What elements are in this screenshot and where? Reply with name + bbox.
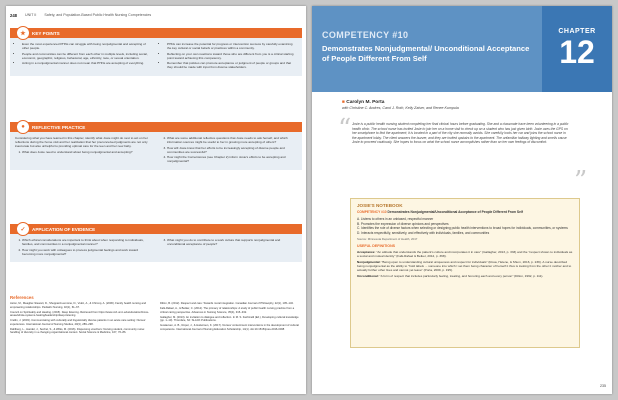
contributors: with Christine C. Andres, Carol J. Roth, Kelly Zaiser, and Renee Kumpula xyxy=(342,106,459,110)
definition-item xyxy=(357,274,573,278)
reflective-col1 xyxy=(15,150,152,154)
author-bullet-icon: ■ xyxy=(342,100,345,105)
definition-text: "Being open to understanding cultural uniqueness and respect for individuals" (Rosa, Helene, & Shum, 2016, p. 239). A nurse described being nonjudgmental as the ability to "hold labels ... someone into which I set them being character of herself it thus is looking from the other it mother and to actually further other lives and cannot yet leave" (Porta, 2009, p. 195). xyxy=(357,259,572,273)
reflective-practice-heading: REFLECTIVE PRACTICE xyxy=(32,124,86,130)
notebook-item: C. Identifies the role of diverse factors when selecting or designing public health interventions to broad hopes for individuals, communities, or systems xyxy=(357,226,568,231)
reflective-practice-box xyxy=(10,132,302,170)
key-icon: ★ xyxy=(16,26,30,40)
application-heading: APPLICATION OF EVIDENCE xyxy=(32,226,96,232)
list-item: • Acting in a nonjudgmental manner does not mean that PHNs are accepting of everything. xyxy=(22,61,152,65)
list-item: 4. How might the Cornerstones (see Chapter 2) inform Josie's efforts to be accepting and nonjudgmental? xyxy=(167,155,297,163)
close-quote-icon: ” xyxy=(574,166,588,196)
key-points-bar xyxy=(10,28,302,38)
list-item: 1. What does Josie need to understand about being nonjudgmental and accepting? xyxy=(22,150,152,154)
definition-item xyxy=(357,260,573,272)
list-item: 3. How will Josie know that her efforts to be increasingly accepting of diverse people and communities are successful? xyxy=(167,146,297,154)
chapter-block xyxy=(542,6,612,92)
author-name: Carolyn M. Porta xyxy=(346,100,385,105)
definition-term: Unconditional: xyxy=(357,274,379,279)
application-box xyxy=(10,234,302,262)
reference-item: Gallagher, M. (2013). An invitation to dialogue and reflection. In M. S. Fachinelli (Ed.), Developing cultural knowledge (pp. 1–10). Thorofare, NJ: SLACK Publications. xyxy=(160,315,299,323)
reference-item: Dillon, B. (2012). Respect and care: Towards moral integration. Canadian Journal of Philosophy, 22(1), 105–132. xyxy=(160,302,294,306)
notebook-item: B. Promotes the expression of diverse opinions and perspectives xyxy=(357,221,449,226)
list-item: • Remember that policies can promote acceptance or judgment of people or groups and that they should be made with input from diverse stakeholders. xyxy=(167,61,297,69)
definition-text: "A form of respect that includes particularly feeling, treating, and honoring each and every person" (Dillon, 1992, p. 111). xyxy=(379,274,544,279)
reflection-icon: ● xyxy=(16,120,30,134)
notebook-competency-label: COMPETENCY #10 xyxy=(357,210,387,214)
application-section xyxy=(10,224,302,262)
list-item: 3. What might you do to contribute to a work culture that supports nonjudgmental and unconditional acceptance of people? xyxy=(167,238,297,246)
notebook-item: D. Interacts respectfully, sensitively, and effectively with individuals, families, and communities xyxy=(357,231,490,236)
chapter-banner xyxy=(312,6,612,92)
reference-item: Crellin, J. (2003). Communicating with culturally and linguistically diverse patients in an acute care setting: Nurses' experiences. International Journal of Nursing Studies, 40(3), 289–298. xyxy=(10,319,146,326)
list-item: • People and communities can be different from each other in multiple levels, including social, economic, geographic, religious, behavioral, age, ethnicity, race, or sexual orientation. xyxy=(22,52,152,60)
references-section xyxy=(10,296,302,336)
application-bar xyxy=(10,224,302,234)
left-page xyxy=(6,6,306,394)
notebook-list xyxy=(357,217,573,235)
checkmark-icon: ✓ xyxy=(16,222,30,236)
open-quote-icon: “ xyxy=(338,114,352,144)
list-item: 1. Which ethical considerations are important to think about when responding to individuals, families, and communities in a nonjudgmental manner? xyxy=(22,238,152,246)
reflective-practice-bar xyxy=(10,122,302,132)
notebook-competency xyxy=(357,210,573,214)
reflective-intro: Considering what you have learned in this chapter, identify what Josie might do next to act on her reflections during the home visit and her realization that her preconceived judgments are not only inaccurate but also unhelpful to providing optimal care for the teen and her new baby. xyxy=(15,136,148,149)
opening-vignette: Josie is a public health nursing student completing her final clinical hours before graduating. She and a classmate have been volunteering in a public health clinic. The school nurse has invited Josie to join her on a home visit to check up on a student who has just given birth. Josie uses the GPS on her smartphone to find the apartment; it is located in a part of the city she normally avoids. She carefully locks her car and joins the school nurse in the apartment lobby. The client answers the buzzer, and they are invited upstairs to the apartment. The unfamiliar hallway lighting and smells cause Josie to proceed cautiously. She hopes to focus on what the school nurse accomplishes rather than on her own feelings of discomfort. xyxy=(352,122,569,145)
reflective-col2 xyxy=(160,136,297,164)
list-item: 2. What are some additional reflective questions that Josie needs to ask herself, and which information sources might be useful to her in growing more accepting of others? xyxy=(167,136,297,144)
reference-item: Dahlberg, L., Handel, J., Sechel, S., & Wilks, M. (2016). Dispensing vouchers: Nursing student, community nurse: handling of diversity in a changing organizational context. Social Science & Medicine, 167, 76–86. xyxy=(10,327,145,335)
key-points-box xyxy=(10,38,302,76)
reference-item: Falk-Rafael, A., & Betker, C. (2012). The primacy of relationships: A study of public health nursing practice from a critical caring perspective. Advances in Nursing Science, 35(4), 315–332. xyxy=(160,307,295,314)
definitions-heading: USEFUL DEFINITIONS xyxy=(357,243,396,248)
references-heading: References xyxy=(10,295,34,300)
josies-notebook xyxy=(350,198,580,348)
notebook-competency-text: Demonstrates Nonjudgmental/Unconditional Acceptance of People Different From Self xyxy=(387,210,523,214)
key-points-section xyxy=(10,28,302,76)
notebook-title: JOSIE'S NOTEBOOK xyxy=(357,203,403,208)
reference-item: Aston, M., Meagher-Stewart, D., Sheppard-Lemoine, D., Vukic, A., & Chircop, A. (2006). Family health nursing and empowering relationships. Pediatric Nursing, 32(1), 61–67. xyxy=(10,302,146,309)
notebook-item: A. Listens to others in an unbiased, respectful manner xyxy=(357,217,434,222)
competency-label: COMPETENCY #10 xyxy=(322,30,409,40)
key-points-col1 xyxy=(15,42,152,65)
chapter-label: CHAPTER xyxy=(558,28,596,35)
left-running-header xyxy=(10,11,302,19)
chapter-number: 12 xyxy=(559,34,595,70)
reflective-practice-section xyxy=(10,122,302,170)
right-page-number: 235 xyxy=(600,384,606,388)
list-item: • Reflecting on your own reactions toward those who are different from you is a critical starting point toward achieving this competency. xyxy=(167,52,297,60)
application-col1 xyxy=(15,238,152,256)
chapter-title: Demonstrates Nonjudgmental/ Unconditional Acceptance of People Different From Self xyxy=(322,44,530,63)
definition-term: Acceptance: xyxy=(357,249,376,254)
unit-title: Safety, and Population-Based Public Health Nursing Competencies xyxy=(44,13,152,17)
definition-term: Nonjudgmental: xyxy=(357,259,381,264)
key-points-heading: KEY POINTS xyxy=(32,30,60,36)
right-page xyxy=(312,6,612,394)
key-points-col2 xyxy=(160,42,297,70)
definition-text: "An attitude that understands the patient's culture and incorporates it in care" (Gallagher, 2013, p. 333) and the "respect shown to individuals as a social and mutual identity" (Falk-Rafael & Betker, 2012, p. 368). xyxy=(357,249,573,258)
list-item: • Even the most experienced PHNs can struggle with being nonjudgmental and accepting of other people. xyxy=(22,42,152,50)
reference-item: Gustavsen, A. B., Roper, J., & Halvorsen, K. (2017). Nurses' contentment interventions in the development of cultural competence. International Journal of Nursing Education Scholarship, 14(1). doi:10.1515/ijnes-2016-0038 xyxy=(160,324,299,331)
application-col2 xyxy=(160,238,297,246)
notebook-source: Source: Minnesota Department of Health, 2017 xyxy=(357,236,418,241)
reference-item: Council on Spirituality and Healing. (2015). Deep listening. Retrieved from https://www.csh.umn.edu/education/focus-areas/whole-systems-healing/leadership/deep-listening xyxy=(10,310,149,318)
list-item: 2. How might you work with colleagues to process judgmental feelings and work toward becoming more nonjudgmental? xyxy=(22,248,152,256)
unit-label: UNIT II xyxy=(25,13,37,17)
list-item: • PHNs can increase the potential for progress or intervention success by carefully examining the key cultural or social beliefs or practices within a community. xyxy=(167,42,297,50)
definition-item xyxy=(357,250,573,258)
left-page-number: 248 xyxy=(10,12,17,18)
author-block xyxy=(342,100,459,110)
